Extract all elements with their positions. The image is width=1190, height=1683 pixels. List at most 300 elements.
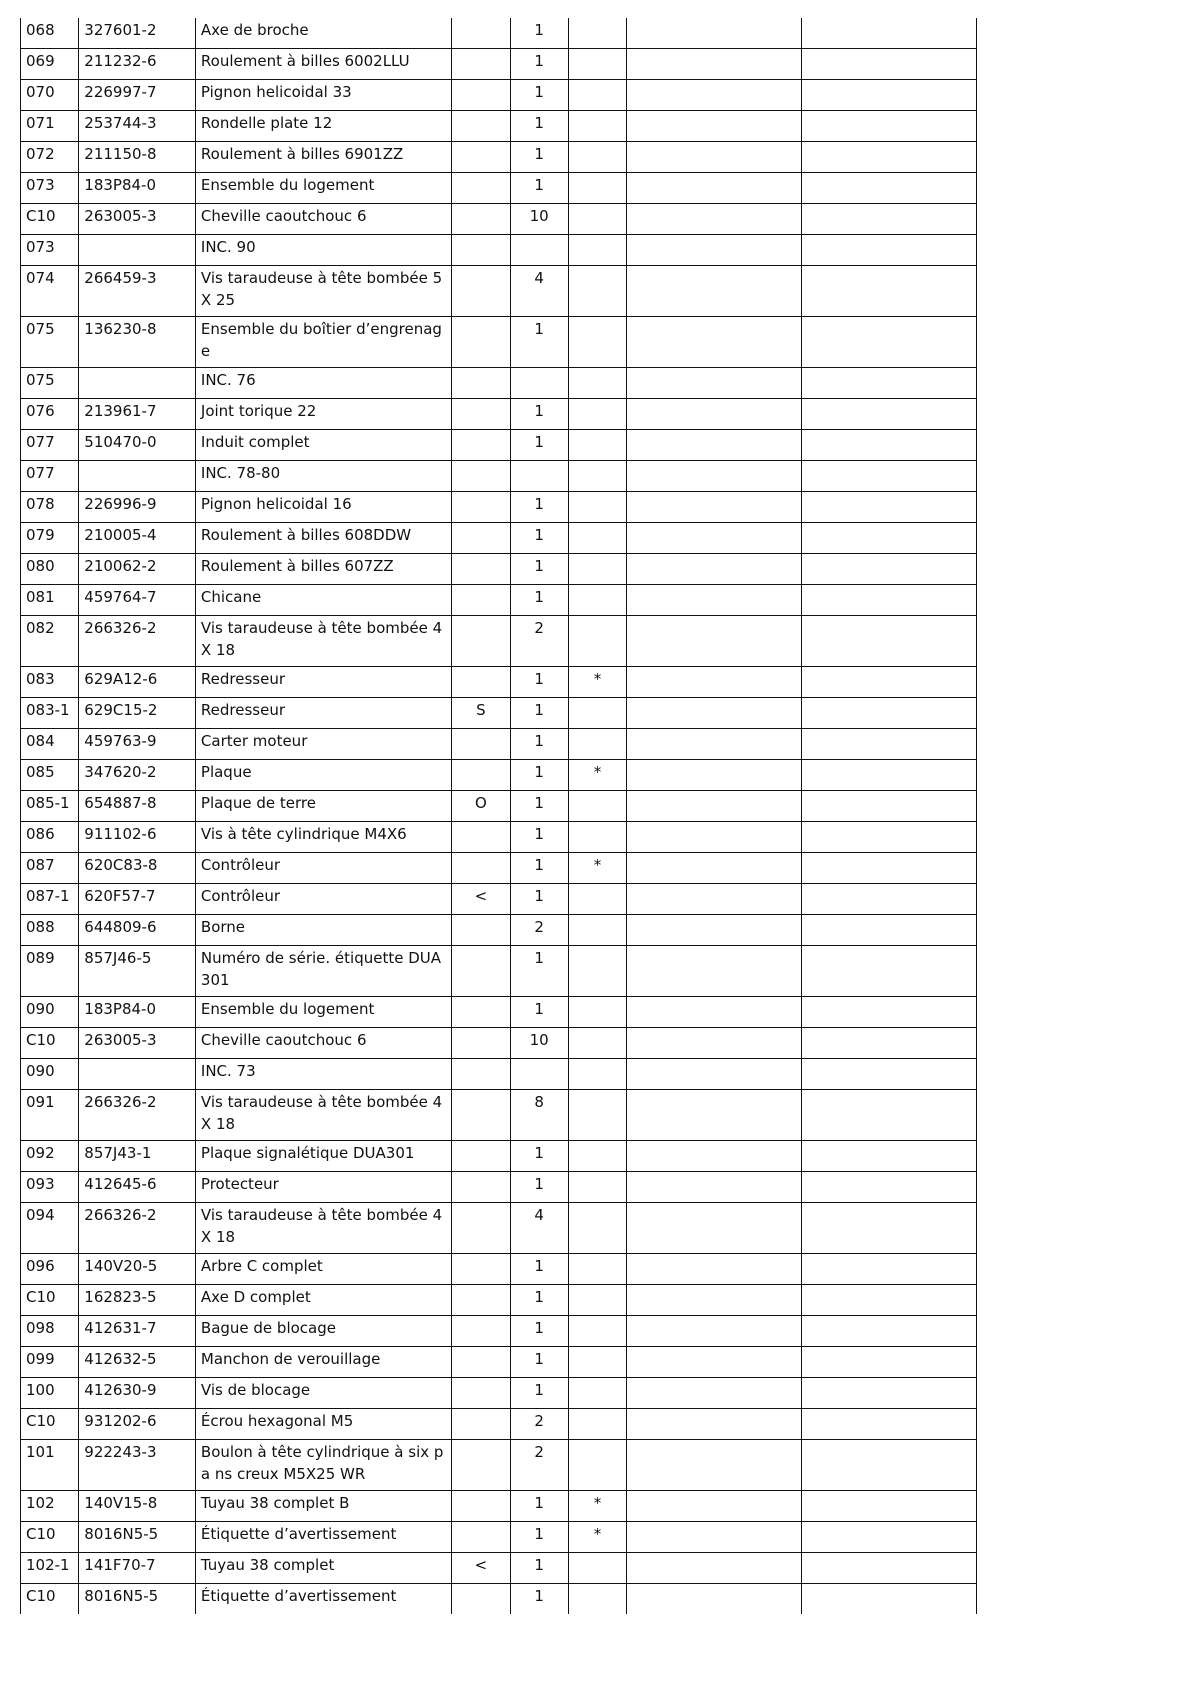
description-cell: Plaque signalétique DUA301 <box>195 1141 451 1172</box>
description-cell: Pignon helicoidal 33 <box>195 80 451 111</box>
mark-cell <box>568 111 626 142</box>
description-cell: Roulement à billes 608DDW <box>195 523 451 554</box>
quantity-cell: 10 <box>510 204 568 235</box>
part-number-cell: 911102-6 <box>79 822 196 853</box>
part-number-cell: 629C15-2 <box>79 698 196 729</box>
empty-cell <box>802 1172 977 1203</box>
item-number-cell: 073 <box>21 173 79 204</box>
quantity-cell: 1 <box>510 142 568 173</box>
part-number-cell: 210062-2 <box>79 554 196 585</box>
item-number-cell: 102 <box>21 1491 79 1522</box>
table-row <box>21 142 977 173</box>
mark-cell <box>568 266 626 317</box>
part-number-cell: 8016N5-5 <box>79 1522 196 1553</box>
item-number-cell: 069 <box>21 49 79 80</box>
item-number-cell: 098 <box>21 1316 79 1347</box>
description-cell: Rondelle plate 12 <box>195 111 451 142</box>
note-cell <box>452 946 510 997</box>
quantity-cell: 1 <box>510 884 568 915</box>
empty-cell <box>802 822 977 853</box>
item-number-cell: 091 <box>21 1090 79 1141</box>
note-cell <box>452 1090 510 1141</box>
empty-cell <box>802 399 977 430</box>
empty-cell <box>627 173 802 204</box>
description-cell: Bague de blocage <box>195 1316 451 1347</box>
part-number-cell: 266326-2 <box>79 1203 196 1254</box>
table-row <box>21 1409 977 1440</box>
quantity-cell: 1 <box>510 317 568 368</box>
mark-cell <box>568 822 626 853</box>
empty-cell <box>627 1522 802 1553</box>
empty-cell <box>627 1141 802 1172</box>
empty-cell <box>627 399 802 430</box>
empty-cell <box>627 266 802 317</box>
note-cell <box>452 1347 510 1378</box>
part-number-cell: 327601-2 <box>79 18 196 49</box>
part-number-cell: 412631-7 <box>79 1316 196 1347</box>
item-number-cell: 073 <box>21 235 79 266</box>
empty-cell <box>627 523 802 554</box>
mark-cell <box>568 1440 626 1491</box>
description-cell: Carter moteur <box>195 729 451 760</box>
table-row <box>21 698 977 729</box>
part-number-cell: 922243-3 <box>79 1440 196 1491</box>
part-number-cell: 459764-7 <box>79 585 196 616</box>
part-number-cell: 141F70-7 <box>79 1553 196 1584</box>
item-number-cell: 077 <box>21 461 79 492</box>
empty-cell <box>627 616 802 667</box>
quantity-cell: 1 <box>510 1553 568 1584</box>
note-cell <box>452 18 510 49</box>
description-cell: Plaque de terre <box>195 791 451 822</box>
quantity-cell: 1 <box>510 80 568 111</box>
part-number-cell: 644809-6 <box>79 915 196 946</box>
empty-cell <box>627 80 802 111</box>
mark-cell <box>568 523 626 554</box>
table-row <box>21 266 977 317</box>
description-cell: Vis de blocage <box>195 1378 451 1409</box>
empty-cell <box>627 729 802 760</box>
parts-list-body <box>21 18 977 1614</box>
part-number-cell: 183P84-0 <box>79 173 196 204</box>
empty-cell <box>627 317 802 368</box>
part-number-cell: 253744-3 <box>79 111 196 142</box>
mark-cell <box>568 142 626 173</box>
description-cell: Contrôleur <box>195 853 451 884</box>
part-number-cell: 412645-6 <box>79 1172 196 1203</box>
empty-cell <box>627 554 802 585</box>
mark-cell <box>568 946 626 997</box>
note-cell <box>452 266 510 317</box>
empty-cell <box>627 1584 802 1615</box>
quantity-cell: 8 <box>510 1090 568 1141</box>
part-number-cell <box>79 368 196 399</box>
table-row <box>21 1090 977 1141</box>
mark-cell <box>568 1254 626 1285</box>
item-number-cell: 076 <box>21 399 79 430</box>
item-number-cell: 075 <box>21 317 79 368</box>
empty-cell <box>802 616 977 667</box>
quantity-cell: 2 <box>510 616 568 667</box>
description-cell: Ensemble du boîtier d’engrenag e <box>195 317 451 368</box>
note-cell <box>452 729 510 760</box>
quantity-cell: 1 <box>510 1285 568 1316</box>
item-number-cell: C10 <box>21 1409 79 1440</box>
description-cell: Écrou hexagonal M5 <box>195 1409 451 1440</box>
note-cell <box>452 1584 510 1615</box>
empty-cell <box>802 667 977 698</box>
empty-cell <box>802 1254 977 1285</box>
empty-cell <box>627 1553 802 1584</box>
note-cell <box>452 915 510 946</box>
empty-cell <box>627 204 802 235</box>
description-cell: Tuyau 38 complet B <box>195 1491 451 1522</box>
table-row <box>21 1522 977 1553</box>
empty-cell <box>802 585 977 616</box>
empty-cell <box>802 111 977 142</box>
empty-cell <box>627 111 802 142</box>
empty-cell <box>802 1316 977 1347</box>
mark-cell <box>568 791 626 822</box>
table-row <box>21 1141 977 1172</box>
mark-cell <box>568 18 626 49</box>
empty-cell <box>627 235 802 266</box>
part-number-cell: 226997-7 <box>79 80 196 111</box>
table-row <box>21 853 977 884</box>
item-number-cell: 072 <box>21 142 79 173</box>
quantity-cell: 1 <box>510 399 568 430</box>
item-number-cell: 074 <box>21 266 79 317</box>
empty-cell <box>627 915 802 946</box>
description-cell: Manchon de verouillage <box>195 1347 451 1378</box>
quantity-cell <box>510 461 568 492</box>
empty-cell <box>802 1028 977 1059</box>
table-row <box>21 915 977 946</box>
empty-cell <box>627 1203 802 1254</box>
note-cell <box>452 430 510 461</box>
empty-cell <box>802 461 977 492</box>
note-cell <box>452 368 510 399</box>
mark-cell <box>568 461 626 492</box>
description-cell: Ensemble du logement <box>195 173 451 204</box>
note-cell <box>452 1491 510 1522</box>
quantity-cell: 1 <box>510 523 568 554</box>
part-number-cell: 136230-8 <box>79 317 196 368</box>
description-cell: Pignon helicoidal 16 <box>195 492 451 523</box>
item-number-cell: 090 <box>21 1059 79 1090</box>
mark-cell <box>568 698 626 729</box>
empty-cell <box>802 554 977 585</box>
mark-cell <box>568 1172 626 1203</box>
table-row <box>21 1172 977 1203</box>
empty-cell <box>627 1440 802 1491</box>
table-row <box>21 1028 977 1059</box>
item-number-cell: 083 <box>21 667 79 698</box>
part-number-cell: 931202-6 <box>79 1409 196 1440</box>
note-cell <box>452 1203 510 1254</box>
mark-cell <box>568 80 626 111</box>
mark-cell <box>568 399 626 430</box>
quantity-cell <box>510 368 568 399</box>
note-cell <box>452 997 510 1028</box>
part-number-cell: 266326-2 <box>79 1090 196 1141</box>
quantity-cell: 1 <box>510 1522 568 1553</box>
mark-cell <box>568 317 626 368</box>
quantity-cell: 1 <box>510 822 568 853</box>
empty-cell <box>802 791 977 822</box>
part-number-cell: 140V20-5 <box>79 1254 196 1285</box>
quantity-cell: 1 <box>510 18 568 49</box>
note-cell <box>452 1285 510 1316</box>
description-cell: Tuyau 38 complet <box>195 1553 451 1584</box>
empty-cell <box>802 1285 977 1316</box>
item-number-cell: 099 <box>21 1347 79 1378</box>
empty-cell <box>627 853 802 884</box>
empty-cell <box>802 760 977 791</box>
empty-cell <box>802 1347 977 1378</box>
empty-cell <box>802 946 977 997</box>
part-number-cell: 8016N5-5 <box>79 1584 196 1615</box>
mark-cell <box>568 1059 626 1090</box>
table-row <box>21 368 977 399</box>
quantity-cell: 1 <box>510 997 568 1028</box>
empty-cell <box>802 492 977 523</box>
item-number-cell: C10 <box>21 204 79 235</box>
description-cell: Vis taraudeuse à tête bombée 5X 25 <box>195 266 451 317</box>
empty-cell <box>802 1440 977 1491</box>
table-row <box>21 997 977 1028</box>
mark-cell <box>568 915 626 946</box>
item-number-cell: 071 <box>21 111 79 142</box>
note-cell <box>452 111 510 142</box>
note-cell <box>452 317 510 368</box>
part-number-cell: 140V15-8 <box>79 1491 196 1522</box>
note-cell <box>452 523 510 554</box>
item-number-cell: 078 <box>21 492 79 523</box>
empty-cell <box>802 80 977 111</box>
empty-cell <box>627 1378 802 1409</box>
description-cell: Vis taraudeuse à tête bombée 4X 18 <box>195 1090 451 1141</box>
quantity-cell: 1 <box>510 173 568 204</box>
mark-cell <box>568 1316 626 1347</box>
description-cell: Protecteur <box>195 1172 451 1203</box>
part-number-cell: 654887-8 <box>79 791 196 822</box>
note-cell <box>452 585 510 616</box>
table-row <box>21 1584 977 1615</box>
note-cell <box>452 1028 510 1059</box>
table-row <box>21 667 977 698</box>
mark-cell <box>568 204 626 235</box>
empty-cell <box>802 142 977 173</box>
empty-cell <box>802 523 977 554</box>
empty-cell <box>627 1316 802 1347</box>
item-number-cell: 070 <box>21 80 79 111</box>
table-row <box>21 430 977 461</box>
table-row <box>21 523 977 554</box>
empty-cell <box>627 1347 802 1378</box>
table-row <box>21 492 977 523</box>
table-row <box>21 1203 977 1254</box>
empty-cell <box>802 915 977 946</box>
mark-cell <box>568 1028 626 1059</box>
note-cell <box>452 616 510 667</box>
part-number-cell: 412632-5 <box>79 1347 196 1378</box>
mark-cell <box>568 1090 626 1141</box>
quantity-cell: 1 <box>510 1347 568 1378</box>
table-row <box>21 1254 977 1285</box>
table-row <box>21 49 977 80</box>
quantity-cell <box>510 235 568 266</box>
empty-cell <box>627 142 802 173</box>
item-number-cell: 086 <box>21 822 79 853</box>
description-cell: Vis taraudeuse à tête bombée 4X 18 <box>195 616 451 667</box>
table-row <box>21 729 977 760</box>
description-cell: Cheville caoutchouc 6 <box>195 204 451 235</box>
empty-cell <box>627 1172 802 1203</box>
empty-cell <box>802 173 977 204</box>
table-row <box>21 822 977 853</box>
note-cell <box>452 760 510 791</box>
description-cell: Roulement à billes 607ZZ <box>195 554 451 585</box>
table-row <box>21 1059 977 1090</box>
table-row <box>21 173 977 204</box>
note-cell <box>452 1409 510 1440</box>
empty-cell <box>627 667 802 698</box>
mark-cell <box>568 235 626 266</box>
note-cell <box>452 853 510 884</box>
table-row <box>21 1553 977 1584</box>
quantity-cell: 1 <box>510 1141 568 1172</box>
item-number-cell: C10 <box>21 1028 79 1059</box>
note-cell: < <box>452 1553 510 1584</box>
item-number-cell: 087-1 <box>21 884 79 915</box>
note-cell <box>452 204 510 235</box>
table-row <box>21 80 977 111</box>
mark-cell <box>568 1378 626 1409</box>
empty-cell <box>802 18 977 49</box>
empty-cell <box>627 791 802 822</box>
description-cell: Chicane <box>195 585 451 616</box>
note-cell: < <box>452 884 510 915</box>
part-number-cell: 266459-3 <box>79 266 196 317</box>
description-cell: Induit complet <box>195 430 451 461</box>
quantity-cell: 1 <box>510 946 568 997</box>
item-number-cell: 083-1 <box>21 698 79 729</box>
empty-cell <box>627 585 802 616</box>
part-number-cell: 857J46-5 <box>79 946 196 997</box>
quantity-cell: 4 <box>510 1203 568 1254</box>
quantity-cell: 2 <box>510 915 568 946</box>
description-cell: Étiquette d’avertissement <box>195 1522 451 1553</box>
item-number-cell: 096 <box>21 1254 79 1285</box>
note-cell <box>452 461 510 492</box>
empty-cell <box>802 430 977 461</box>
item-number-cell: 081 <box>21 585 79 616</box>
mark-cell <box>568 1409 626 1440</box>
empty-cell <box>802 49 977 80</box>
part-number-cell: 857J43-1 <box>79 1141 196 1172</box>
quantity-cell: 1 <box>510 791 568 822</box>
part-number-cell: 162823-5 <box>79 1285 196 1316</box>
part-number-cell: 183P84-0 <box>79 997 196 1028</box>
item-number-cell: 075 <box>21 368 79 399</box>
item-number-cell: 089 <box>21 946 79 997</box>
item-number-cell: 092 <box>21 1141 79 1172</box>
note-cell <box>452 822 510 853</box>
quantity-cell: 1 <box>510 585 568 616</box>
item-number-cell: C10 <box>21 1522 79 1553</box>
note-cell: S <box>452 698 510 729</box>
empty-cell <box>802 368 977 399</box>
mark-cell <box>568 585 626 616</box>
description-cell: Étiquette d’avertissement <box>195 1584 451 1615</box>
mark-cell: * <box>568 853 626 884</box>
item-number-cell: 100 <box>21 1378 79 1409</box>
table-row <box>21 1285 977 1316</box>
mark-cell <box>568 884 626 915</box>
empty-cell <box>802 317 977 368</box>
empty-cell <box>802 698 977 729</box>
table-row <box>21 1491 977 1522</box>
note-cell <box>452 1378 510 1409</box>
quantity-cell: 1 <box>510 1584 568 1615</box>
item-number-cell: 085-1 <box>21 791 79 822</box>
note-cell <box>452 49 510 80</box>
table-row <box>21 1378 977 1409</box>
empty-cell <box>627 461 802 492</box>
note-cell <box>452 80 510 111</box>
empty-cell <box>802 1553 977 1584</box>
item-number-cell: 101 <box>21 1440 79 1491</box>
item-number-cell: 093 <box>21 1172 79 1203</box>
description-cell: Vis taraudeuse à tête bombée 4X 18 <box>195 1203 451 1254</box>
description-cell: Boulon à tête cylindrique à six pa ns creux M5X25 WR <box>195 1440 451 1491</box>
quantity-cell: 1 <box>510 1316 568 1347</box>
empty-cell <box>627 368 802 399</box>
mark-cell <box>568 554 626 585</box>
empty-cell <box>627 946 802 997</box>
quantity-cell: 1 <box>510 430 568 461</box>
table-row <box>21 791 977 822</box>
note-cell <box>452 1522 510 1553</box>
table-row <box>21 1440 977 1491</box>
note-cell <box>452 142 510 173</box>
mark-cell <box>568 173 626 204</box>
mark-cell: * <box>568 760 626 791</box>
quantity-cell: 1 <box>510 698 568 729</box>
part-number-cell: 210005-4 <box>79 523 196 554</box>
note-cell <box>452 554 510 585</box>
quantity-cell: 10 <box>510 1028 568 1059</box>
empty-cell <box>802 204 977 235</box>
empty-cell <box>802 729 977 760</box>
table-row <box>21 461 977 492</box>
description-cell: Cheville caoutchouc 6 <box>195 1028 451 1059</box>
part-number-cell: 226996-9 <box>79 492 196 523</box>
quantity-cell <box>510 1059 568 1090</box>
description-cell: Borne <box>195 915 451 946</box>
part-number-cell <box>79 461 196 492</box>
empty-cell <box>802 1584 977 1615</box>
description-cell: Redresseur <box>195 698 451 729</box>
mark-cell <box>568 1285 626 1316</box>
empty-cell <box>627 997 802 1028</box>
description-cell: Plaque <box>195 760 451 791</box>
empty-cell <box>627 1028 802 1059</box>
part-number-cell: 263005-3 <box>79 1028 196 1059</box>
part-number-cell: 620C83-8 <box>79 853 196 884</box>
mark-cell <box>568 368 626 399</box>
